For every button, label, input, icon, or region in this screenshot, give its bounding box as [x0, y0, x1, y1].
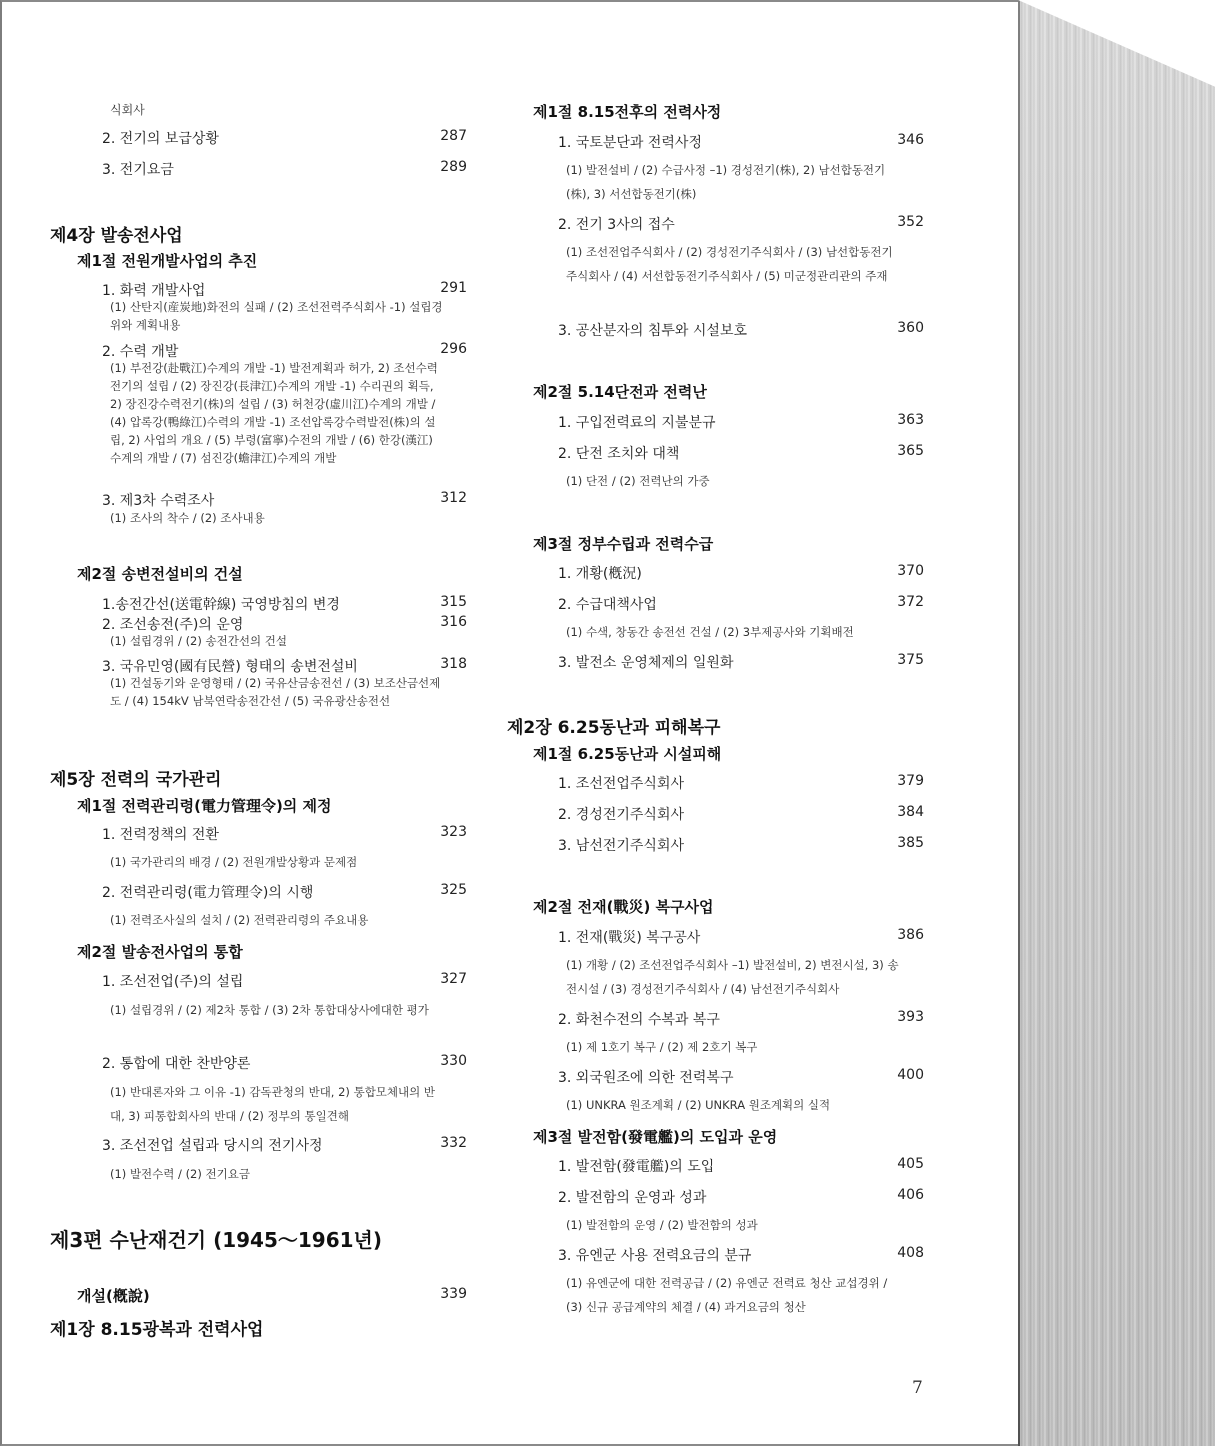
toc-subitems: (1) 부전강(赴戰江)수계의 개발 -1) 발전계획과 허가, 2) 조선수력전기의 설립 / (2) 장진강(長津江)수계의 개발 -1) 수리권의 획득, 2) 장진강수력전기(株)의 설립 / (3) 허천강(虛川江)수계의 개발 / (4) 압록강(鴨綠江)수력의 개발 -1) 조선압록강수력발전(株)의 설립, 2) 사업의 개요 / (5) 부령(富寧)수전의 개발 / (6) 한강(漢江)수계의 개발 / (7) 섬진강(蟾津江)수계의 개발 — [110, 361, 438, 465]
section-heading: 제2절 발송전사업의 통합 — [77, 943, 243, 961]
overview-heading: 개설(槪說) — [77, 1287, 150, 1305]
toc-subitems: (1) 전력조사실의 설치 / (2) 전력관리령의 주요내용 — [110, 913, 369, 927]
page-number: 406 — [897, 1187, 924, 1203]
page-number: 400 — [897, 1067, 924, 1083]
section-heading: 제2절 송변전설비의 건설 — [77, 565, 243, 583]
toc-item: 1. 조선전업(주)의 설립 — [102, 974, 244, 990]
toc-subitems: (1) 개황 / (2) 조선전업주식회사 –1) 발전설비, 2) 변전시설, 3) 송전시설 / (3) 경성전기주식회사 / (4) 남선전기주식회사 — [566, 958, 899, 996]
continued-fragment: 식회사 — [110, 103, 145, 117]
page-number: 379 — [897, 773, 924, 789]
toc-item: 3. 외국원조에 의한 전력복구 — [558, 1070, 734, 1086]
chapter-heading: 제4장 발송전사업 — [50, 226, 183, 246]
toc-subitems: (1) 설립경위 / (2) 송전간선의 건설 — [110, 634, 287, 648]
toc-item: 3. 유엔군 사용 전력요금의 분규 — [558, 1248, 752, 1264]
page-number: 408 — [897, 1245, 924, 1261]
toc-item: 1.송전간선(送電幹線) 국영방침의 변경 — [102, 597, 340, 613]
page-number: 384 — [897, 804, 924, 820]
toc-subitems: (1) 유엔군에 대한 전력공급 / (2) 유엔군 전력료 청산 교섭경위 / (3) 신규 공급계약의 체결 / (4) 과거요금의 청산 — [566, 1276, 888, 1314]
toc-subitems: (1) 발전함의 운영 / (2) 발전함의 성과 — [566, 1218, 758, 1232]
page-folio: 7 — [912, 1378, 923, 1398]
section-heading: 제1절 8.15전후의 전력사정 — [533, 103, 722, 121]
page-number: 363 — [897, 412, 924, 428]
section-heading: 제2절 전재(戰災) 복구사업 — [533, 898, 714, 916]
page-number: 405 — [897, 1156, 924, 1172]
page-number: 291 — [440, 280, 467, 296]
toc-item: 1. 조선전업주식회사 — [558, 776, 684, 792]
page-number: 315 — [440, 594, 467, 610]
page-number: 318 — [440, 656, 467, 672]
toc-subitems: (1) 국가관리의 배경 / (2) 전원개발상황과 문제점 — [110, 855, 358, 869]
toc-subitems: (1) 단전 / (2) 전력난의 가중 — [566, 474, 710, 488]
toc-item: 2. 경성전기주식회사 — [558, 807, 684, 823]
toc-item: 2. 조선송전(주)의 운영 — [102, 617, 244, 633]
part-heading: 제3편 수난재건기 (1945～1961년) — [50, 1228, 383, 1252]
page-number: 332 — [440, 1135, 467, 1151]
page-number: 339 — [440, 1286, 467, 1302]
page-number: 375 — [897, 652, 924, 668]
toc-subitems: (1) 건설동기와 운영형태 / (2) 국유산금송전선 / (3) 보조산금선제도 / (4) 154kV 남북연락송전간선 / (5) 국유광산송전선 — [110, 676, 441, 708]
page-number: 360 — [897, 320, 924, 336]
toc-subitems: (1) 발전설비 / (2) 수급사정 –1) 경성전기(株), 2) 남선합동전기(株), 3) 서선합동전기(株) — [566, 163, 886, 201]
chapter-heading: 제5장 전력의 국가관리 — [50, 770, 222, 790]
toc-item: 2. 발전함의 운영과 성과 — [558, 1190, 707, 1206]
section-heading: 제1절 6.25동난과 시설피해 — [533, 745, 722, 763]
toc-item: 2. 수급대책사업 — [558, 597, 657, 613]
section-heading: 제3절 발전함(發電艦)의 도입과 운영 — [533, 1128, 778, 1146]
page-number: 346 — [897, 132, 924, 148]
toc-subitems: (1) 조선전업주식회사 / (2) 경성전기주식회사 / (3) 남선합동전기주식회사 / (4) 서선합동전기주식회사 / (5) 미군정관리관의 주재 — [566, 245, 893, 283]
toc-subitems: (1) UNKRA 원조계획 / (2) UNKRA 원조계획의 실적 — [566, 1098, 831, 1112]
page-number: 372 — [897, 594, 924, 610]
toc-item: 2. 수력 개발 — [102, 344, 179, 360]
toc-item: 1. 전재(戰災) 복구공사 — [558, 930, 701, 946]
toc-subitems: (1) 제 1호기 복구 / (2) 제 2호기 복구 — [566, 1040, 758, 1054]
section-heading: 제2절 5.14단전과 전력난 — [533, 383, 707, 401]
page-number: 330 — [440, 1053, 467, 1069]
page-number: 385 — [897, 835, 924, 851]
toc-item: 3. 전기요금 — [102, 162, 174, 178]
page-number: 296 — [440, 341, 467, 357]
toc-item: 3. 남선전기주식회사 — [558, 838, 684, 854]
toc-item: 2. 화천수전의 수복과 복구 — [558, 1012, 720, 1028]
section-heading: 제1절 전원개발사업의 추진 — [77, 252, 258, 270]
page-number: 370 — [897, 563, 924, 579]
page-number: 316 — [440, 614, 467, 630]
page-number: 386 — [897, 927, 924, 943]
page-number: 312 — [440, 490, 467, 506]
toc-subitems: (1) 설립경위 / (2) 제2차 통합 / (3) 2차 통합대상사에대한 평가 — [110, 1003, 429, 1017]
toc-item: 2. 전기 3사의 접수 — [558, 217, 675, 233]
toc-item: 3. 국유민영(國有民營) 형태의 송변전설비 — [102, 659, 358, 675]
page-number: 352 — [897, 214, 924, 230]
toc-subitems: (1) 산탄지(産炭地)화전의 실패 / (2) 조선전력주식회사 -1) 설립경위와 계획내용 — [110, 300, 443, 332]
toc-item: 2. 단전 조치와 대책 — [558, 446, 680, 462]
chapter-heading: 제1장 8.15광복과 전력사업 — [50, 1320, 264, 1340]
page-number: 365 — [897, 443, 924, 459]
toc-item: 1. 발전함(發電艦)의 도입 — [558, 1159, 715, 1175]
page-number: 327 — [440, 971, 467, 987]
toc-subitems: (1) 발전수력 / (2) 전기요금 — [110, 1167, 250, 1181]
toc-item: 1. 국토분단과 전력사정 — [558, 135, 702, 151]
toc-item: 1. 전력정책의 전환 — [102, 827, 219, 843]
page-number: 325 — [440, 882, 467, 898]
toc-item: 2. 전기의 보급상황 — [102, 131, 219, 147]
chapter-heading: 제2장 6.25동난과 피해복구 — [507, 718, 721, 738]
toc-item: 1. 구입전력료의 지불분규 — [558, 415, 716, 431]
toc-subitems: (1) 수색, 창동간 송전선 건설 / (2) 3부제공사와 기획배전 — [566, 625, 854, 639]
toc-item: 3. 조선전업 설립과 당시의 전기사정 — [102, 1138, 323, 1154]
toc-item: 3. 제3차 수력조사 — [102, 493, 215, 509]
section-heading: 제1절 전력관리령(電力管理令)의 제정 — [77, 797, 332, 815]
toc-item: 3. 발전소 운영체제의 일원화 — [558, 655, 734, 671]
page-number: 289 — [440, 159, 467, 175]
toc-item: 1. 개황(槪況) — [558, 566, 642, 582]
page-number: 323 — [440, 824, 467, 840]
toc-item: 2. 전력관리령(電力管理令)의 시행 — [102, 885, 314, 901]
toc-item: 3. 공산분자의 침투와 시설보호 — [558, 323, 747, 339]
toc-item: 1. 화력 개발사업 — [102, 283, 206, 299]
toc-subitems: (1) 조사의 착수 / (2) 조사내용 — [110, 511, 265, 525]
book-edge-shading — [1018, 0, 1215, 1446]
toc-item: 2. 통합에 대한 찬반양론 — [102, 1056, 251, 1072]
page-number: 393 — [897, 1009, 924, 1025]
section-heading: 제3절 정부수립과 전력수급 — [533, 535, 714, 553]
toc-subitems: (1) 반대론자와 그 이유 -1) 감독관청의 반대, 2) 통합모체내의 반대, 3) 피통합회사의 반대 / (2) 정부의 통일견해 — [110, 1085, 435, 1123]
page-number: 287 — [440, 128, 467, 144]
